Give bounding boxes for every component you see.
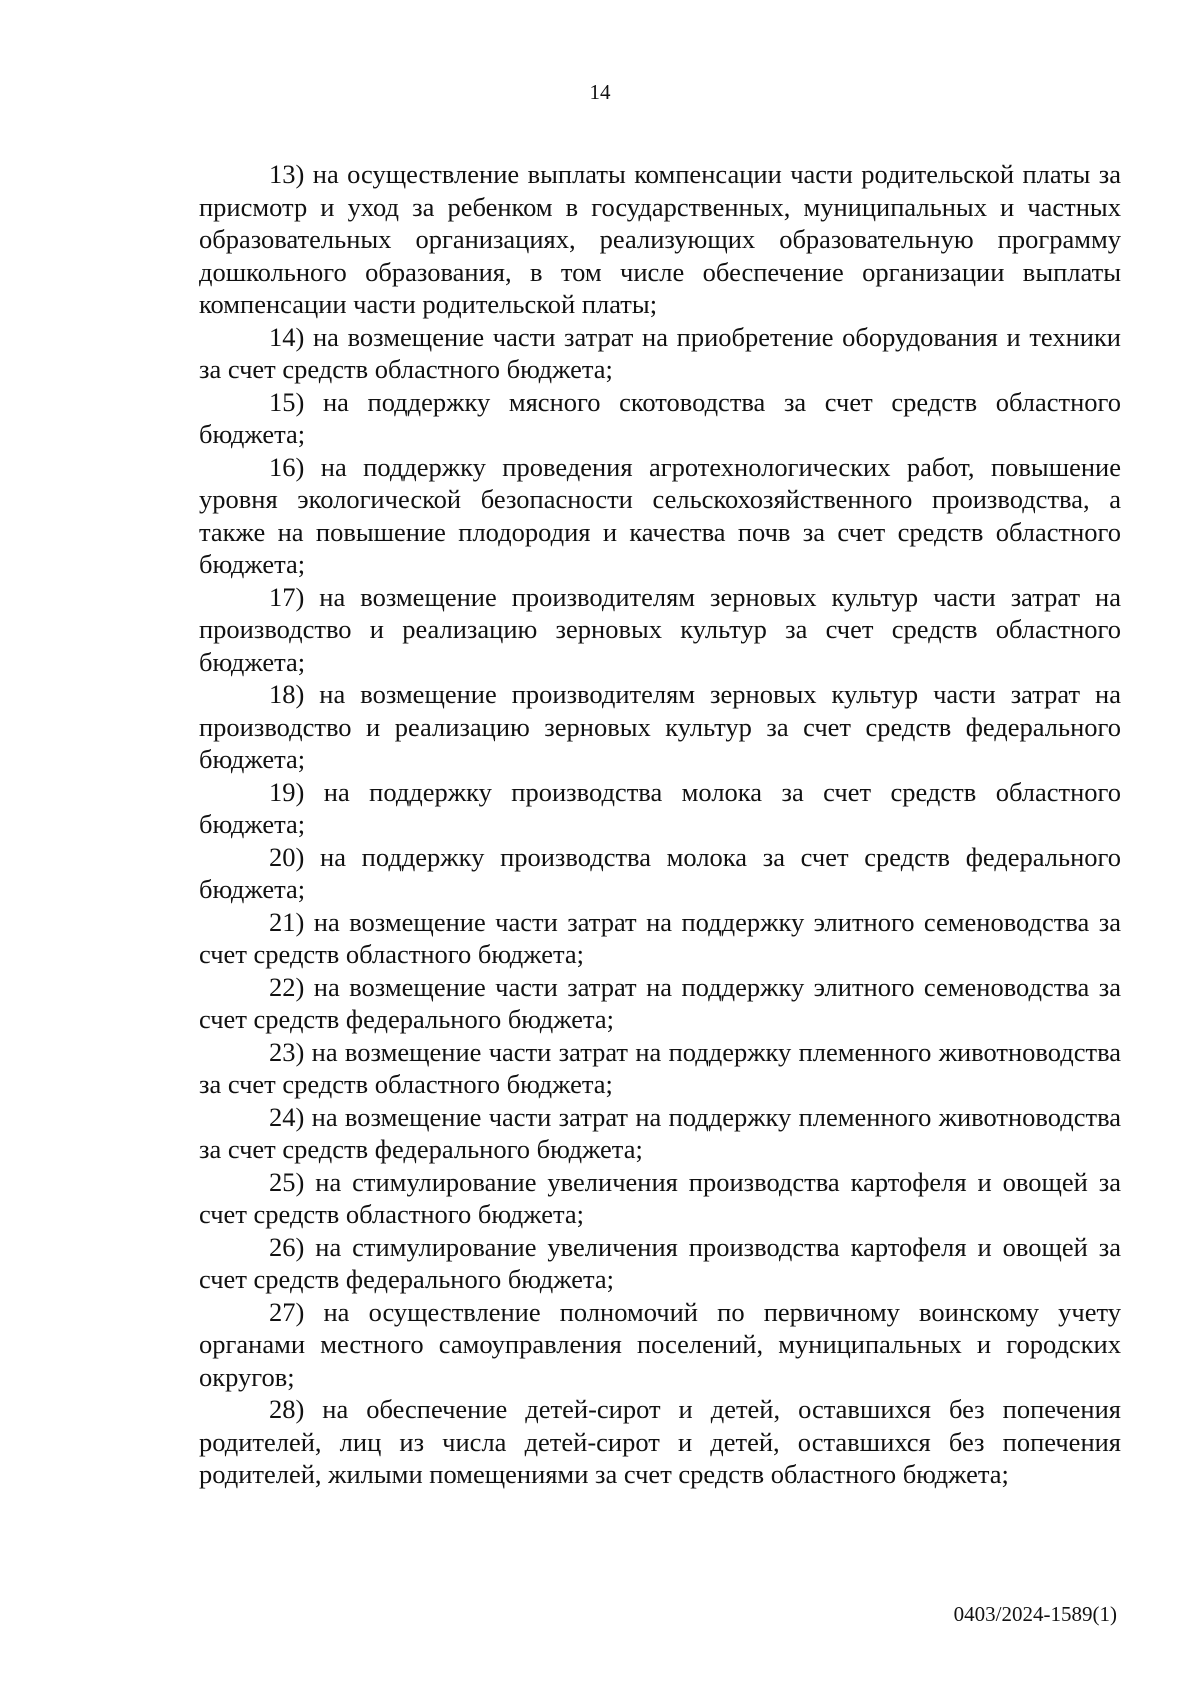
- list-item: 14) на возмещение части затрат на приобретение оборудования и техники за счет средств областного бюджета;: [199, 321, 1121, 384]
- list-item: 21) на возмещение части затрат на поддержку элитного семеноводства за счет средств областного бюджета;: [199, 906, 1121, 969]
- list-item: 22) на возмещение части затрат на поддержку элитного семеноводства за счет средств федерального бюджета;: [199, 971, 1121, 1034]
- list-item: 24) на возмещение части затрат на поддержку племенного животноводства за счет средств федерального бюджета;: [199, 1101, 1121, 1164]
- list-item: 17) на возмещение производителям зерновых культур части затрат на производство и реализацию зерновых культур за счет средств областного бюджета;: [199, 581, 1121, 677]
- document-body: [199, 158, 1121, 1491]
- list-item: 28) на обеспечение детей-сирот и детей, оставшихся без попечения родителей, лиц из числа детей-сирот и детей, оставшихся без попечения родителей, жилыми помещениями за счет средств областного бюджета;: [199, 1394, 1121, 1489]
- list-item: 20) на поддержку производства молока за счет средств федерального бюджета;: [199, 841, 1121, 904]
- list-item: 13) на осуществление выплаты компенсации части родительской платы за присмотр и уход за ребенком в государственных, муниципальных и частных образовательных организациях, реализующих образовательную программу дошкольного образования, в том числе обеспечение организации выплаты компенсации части родительской платы;: [199, 159, 1121, 319]
- list-item: 18) на возмещение производителям зерновых культур части затрат на производство и реализацию зерновых культур за счет средств федерального бюджета;: [199, 679, 1121, 774]
- page-number: 14: [589, 80, 611, 104]
- document-code: 0403/2024-1589(1): [953, 1602, 1117, 1626]
- list-item: 19) на поддержку производства молока за счет средств областного бюджета;: [199, 776, 1121, 839]
- list-item: 15) на поддержку мясного скотоводства за счет средств областного бюджета;: [199, 386, 1121, 449]
- list-item: 25) на стимулирование увеличения производства картофеля и овощей за счет средств областного бюджета;: [199, 1166, 1121, 1229]
- list-item: 27) на осуществление полномочий по первичному воинскому учету органами местного самоуправления поселений, муниципальных и городских округов;: [199, 1296, 1121, 1392]
- list-item: 26) на стимулирование увеличения производства картофеля и овощей за счет средств федерального бюджета;: [199, 1231, 1121, 1294]
- list-item: 16) на поддержку проведения агротехнологических работ, повышение уровня экологической безопасности сельскохозяйственного производства, а также на повышение плодородия и качества почв за счет средств областного бюджета;: [199, 451, 1121, 579]
- list-item: 23) на возмещение части затрат на поддержку племенного животноводства за счет средств областного бюджета;: [199, 1036, 1121, 1099]
